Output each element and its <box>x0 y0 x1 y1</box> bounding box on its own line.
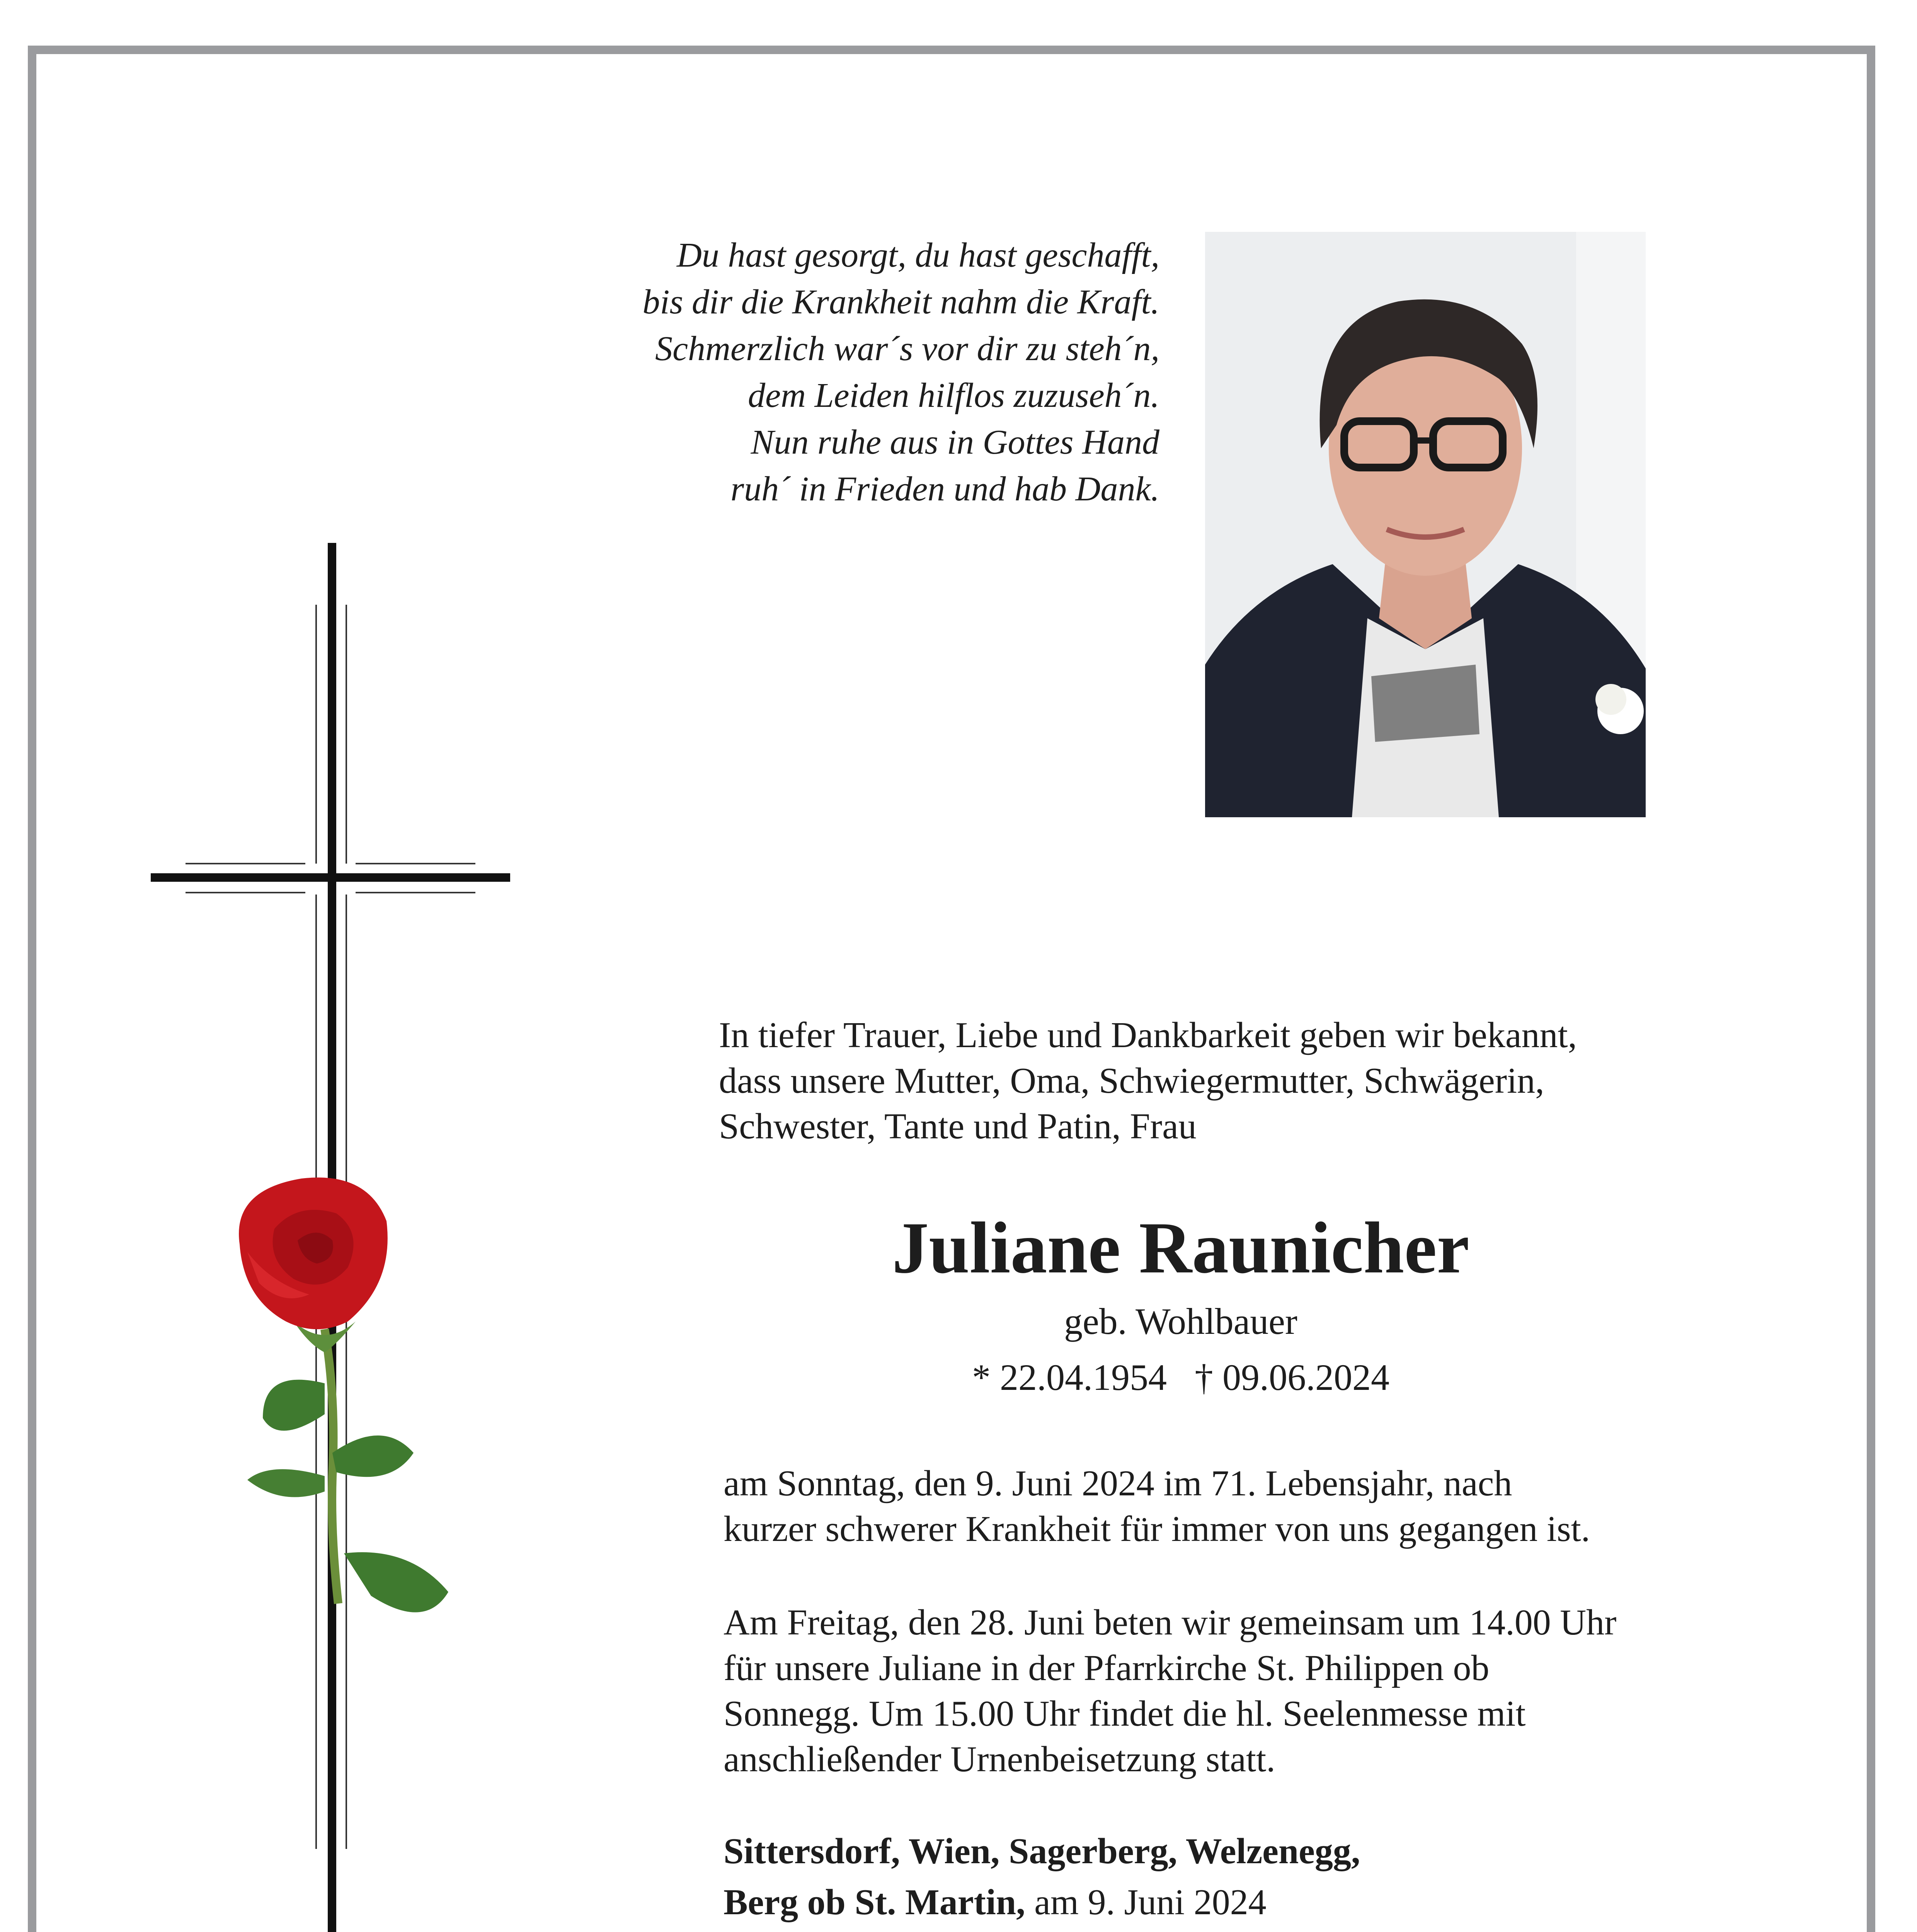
poem-line: Schmerzlich war´s vor dir zu steh´n, <box>655 330 1159 368</box>
places-and-date <box>724 1826 1360 1928</box>
places-date: am 9. Juni 2024 <box>1025 1882 1267 1922</box>
portrait-photo <box>1205 232 1646 817</box>
intro-line: In tiefer Trauer, Liebe und Dankbarkeit geben wir bekannt, <box>719 1015 1577 1055</box>
places-line: Sittersdorf, Wien, Sagerberg, Welzenegg, <box>724 1831 1360 1871</box>
paragraph-line: kurzer schwerer Krankheit für immer von uns gegangen ist. <box>724 1509 1590 1549</box>
poem-line: dem Leiden hilflos zuzuseh´n. <box>748 376 1159 415</box>
places-bold: Berg ob St. Martin, <box>724 1882 1025 1922</box>
places-line <box>724 1877 1360 1928</box>
poem-line: bis dir die Krankheit nahm die Kraft. <box>642 283 1159 321</box>
paragraph-line: für unsere Juliane in der Pfarrkirche St. Philippen ob <box>724 1648 1490 1688</box>
intro-line: dass unsere Mutter, Oma, Schwiegermutter, Schwägerin, <box>719 1061 1544 1101</box>
life-dates: * 22.04.1954 † 09.06.2024 <box>972 1357 1389 1398</box>
funeral-details-paragraph <box>724 1600 1643 1782</box>
maiden-name: geb. Wohlbauer <box>1064 1301 1297 1342</box>
paragraph-line: Sonnegg. Um 15.00 Uhr findet die hl. Seelenmesse mit <box>724 1694 1526 1734</box>
intro-line: Schwester, Tante und Patin, Frau <box>719 1106 1197 1146</box>
rose-icon <box>209 1167 495 1669</box>
deceased-name: Juliane Raunicher <box>892 1208 1469 1289</box>
paragraph-line: anschließender Urnenbeisetzung statt. <box>724 1739 1275 1779</box>
poem-line: Du hast gesorgt, du hast geschafft, <box>676 236 1159 274</box>
announcement-intro <box>719 1012 1643 1149</box>
paragraph-line: Am Freitag, den 28. Juni beten wir gemeinsam um 14.00 Uhr <box>724 1602 1617 1643</box>
poem-line: ruh´ in Frieden und hab Dank. <box>730 470 1159 508</box>
poem <box>502 232 1159 512</box>
death-notice-paragraph <box>724 1461 1643 1552</box>
paragraph-line: am Sonntag, den 9. Juni 2024 im 71. Lebensjahr, nach <box>724 1463 1512 1503</box>
poem-line: Nun ruhe aus in Gottes Hand <box>751 423 1159 461</box>
